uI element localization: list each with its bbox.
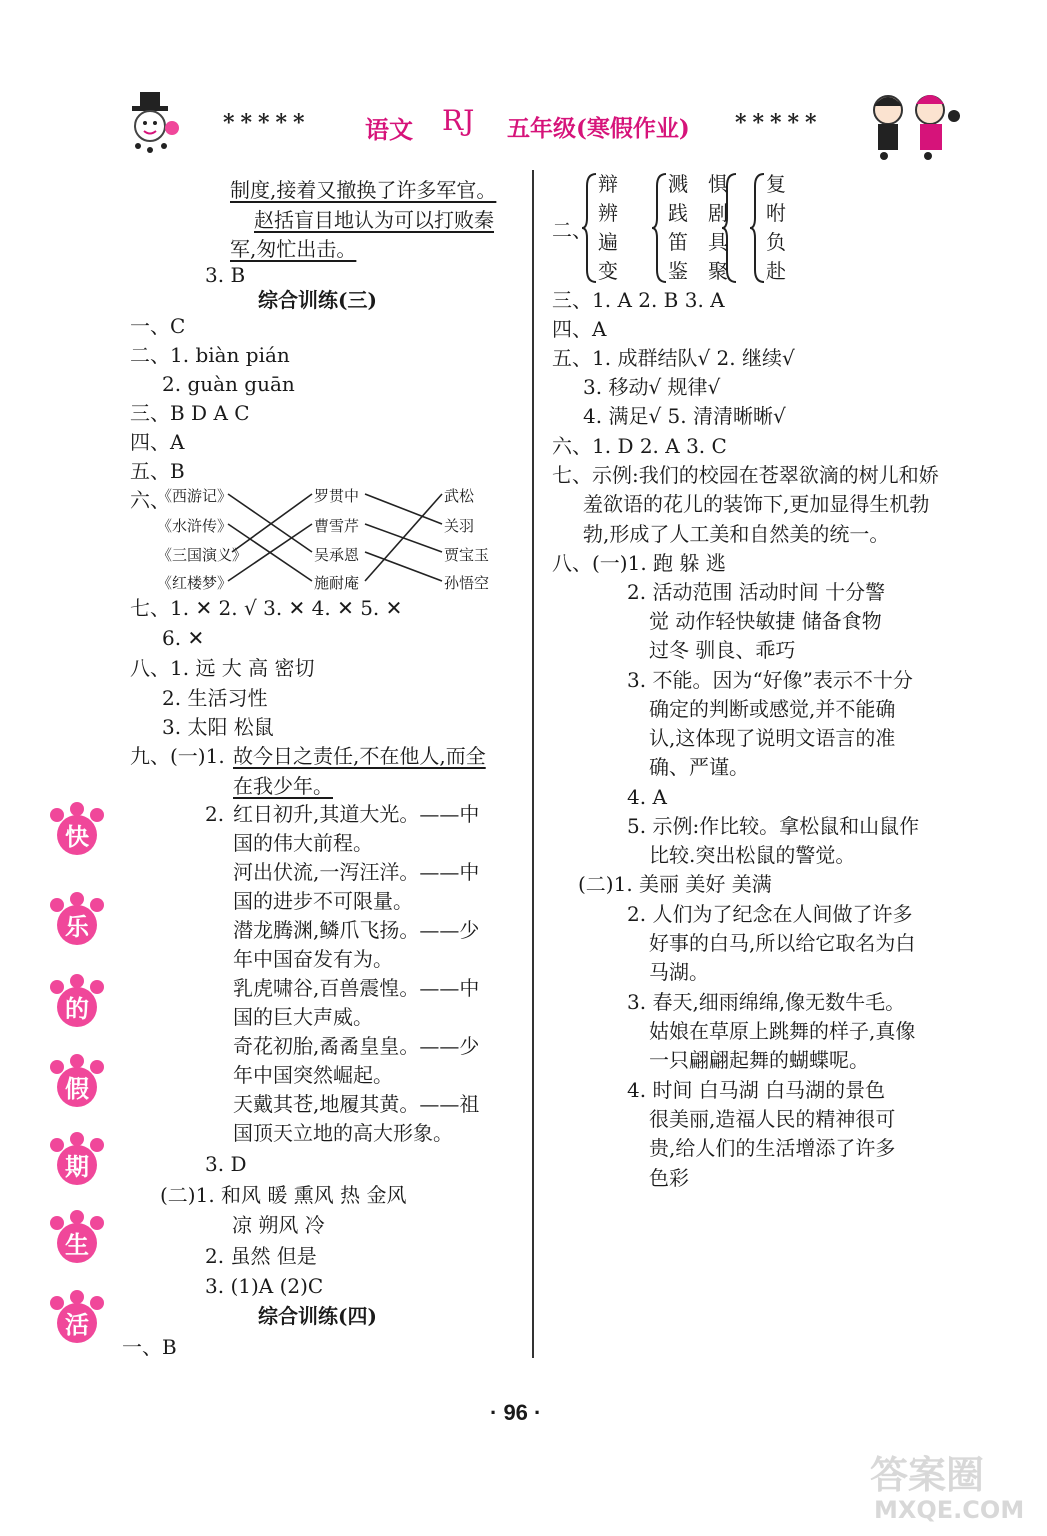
answer-label: 2. bbox=[205, 802, 225, 826]
char-option: 剧 bbox=[708, 201, 728, 225]
answer-line: 五、B bbox=[130, 459, 185, 483]
paw-bubble: 生 bbox=[52, 1218, 102, 1268]
section-title-4: 综合训练(四) bbox=[258, 1304, 377, 1328]
char-option: 变 bbox=[598, 259, 618, 283]
char-option: 践 bbox=[668, 201, 688, 225]
paw-bubble: 期 bbox=[52, 1140, 102, 1190]
answer-line: 天戴其苍,地履其黄。——祖 bbox=[233, 1092, 480, 1116]
char-option: 聚 bbox=[708, 259, 728, 283]
character-name: 武松 bbox=[444, 487, 475, 505]
answer-line: 五、1. 成群结队√ 2. 继续√ bbox=[552, 346, 795, 370]
answer-line: 国的进步不可限量。 bbox=[233, 889, 413, 913]
answer-line: 潜龙腾渊,鳞爪飞扬。——少 bbox=[233, 918, 480, 942]
char-option: 笛 bbox=[668, 230, 688, 254]
match-line bbox=[365, 494, 442, 524]
answer-line: 很美丽,造福人民的精神很可 bbox=[649, 1107, 896, 1131]
char-option: 负 bbox=[766, 230, 786, 254]
book-title: 《红楼梦》 bbox=[157, 574, 233, 592]
answer-line: 一只翩翩起舞的蝴蝶呢。 bbox=[649, 1048, 869, 1072]
text-line: 赵括盲目地认为可以打败秦 bbox=[254, 208, 494, 232]
book-title: 《西游记》 bbox=[157, 487, 233, 505]
answer-line: 3. 太阳 松鼠 bbox=[162, 715, 274, 739]
answer-line: 好事的白马,所以给它取名为白 bbox=[649, 931, 916, 955]
answer-line: 6. ✕ bbox=[162, 626, 205, 650]
answer-line: 年中国奋发有为。 bbox=[233, 947, 393, 971]
answer-line: 四、A bbox=[130, 430, 185, 454]
character-name: 孙悟空 bbox=[444, 574, 490, 592]
book-title: 《三国演义》 bbox=[157, 546, 248, 564]
answer-line: 勃,形成了人工美和自然美的统一。 bbox=[583, 522, 890, 546]
author-name: 曹雪芹 bbox=[314, 517, 360, 535]
answer-line: 色彩 bbox=[649, 1166, 689, 1190]
answer-line: 3. 移动√ 规律√ bbox=[583, 375, 721, 399]
answer-line: 3. B bbox=[205, 263, 246, 287]
answer-line: 八、(一)1. 跑 躲 逃 bbox=[552, 551, 726, 575]
answer-line: 国的伟大前程。 bbox=[233, 831, 373, 855]
answer-line: 3. 春天,细雨绵绵,像无数牛毛。 bbox=[627, 990, 906, 1014]
answer-line: 觉 动作轻快敏捷 储备食物 bbox=[649, 609, 882, 633]
paw-bubble: 快 bbox=[52, 810, 102, 860]
answer-line: 2. 生活习性 bbox=[162, 686, 268, 710]
answer-line: 2. 虽然 但是 bbox=[205, 1244, 317, 1268]
answer-line: 3. 不能。因为“好像”表示不十分 bbox=[627, 668, 913, 692]
answer-line: 河出伏流,一泻汪洋。——中 bbox=[233, 860, 480, 884]
subject-label: 语文 bbox=[365, 115, 413, 144]
character-name: 贾宝玉 bbox=[444, 546, 490, 564]
answer-line: 贵,给人们的生活增添了许多 bbox=[649, 1136, 896, 1160]
question-label: 二、 bbox=[552, 218, 592, 242]
answer-line: 确、严谨。 bbox=[649, 755, 749, 779]
section-title-3: 综合训练(三) bbox=[258, 288, 377, 312]
answer-line: (二)1. 和风 暖 熏风 热 金风 bbox=[160, 1183, 407, 1207]
stars-left: ***** bbox=[223, 110, 311, 136]
answer-line: 认,这体现了说明文语言的准 bbox=[649, 726, 896, 750]
answer-line: 比较.突出松鼠的警觉。 bbox=[649, 843, 856, 867]
answer-line: 3. (1)A (2)C bbox=[205, 1274, 324, 1298]
answer-line: 奇花初胎,矞矞皇皇。——少 bbox=[233, 1034, 480, 1058]
answer-line: 一、C bbox=[130, 314, 186, 338]
character-name: 关羽 bbox=[444, 517, 475, 535]
answer-line: 三、B D A C bbox=[130, 401, 250, 425]
answer-line: 二、1. biàn pián bbox=[130, 343, 290, 367]
answer-line: 5. 示例:作比较。拿松鼠和山鼠作 bbox=[627, 814, 920, 838]
page-number: · 96 · bbox=[490, 1400, 542, 1425]
paw-bubble: 活 bbox=[52, 1298, 102, 1348]
answer-label: 九、(一)1. bbox=[130, 744, 225, 768]
answer-line: 确定的判断或感觉,并不能确 bbox=[649, 697, 896, 721]
answer-line: 四、A bbox=[552, 317, 607, 341]
question-label: 六、 bbox=[130, 488, 170, 512]
answer-line: 4. A bbox=[627, 785, 667, 809]
answer-line: 3. D bbox=[205, 1152, 247, 1176]
answer-line: 2. guàn guān bbox=[162, 372, 295, 396]
char-option: 复 bbox=[766, 172, 786, 196]
answer-line: 年中国突然崛起。 bbox=[233, 1063, 393, 1087]
char-option: 辩 bbox=[598, 172, 618, 196]
char-option: 赴 bbox=[766, 259, 786, 283]
book-title: 《水浒传》 bbox=[157, 517, 233, 535]
match-line bbox=[365, 494, 442, 581]
char-option: 辨 bbox=[598, 201, 618, 225]
answer-line: 在我少年。 bbox=[233, 774, 333, 798]
answer-line: 姑娘在草原上跳舞的样子,真像 bbox=[649, 1019, 916, 1043]
answer-line: 4. 满足√ 5. 清清晰晰√ bbox=[583, 404, 786, 428]
answer-line: 2. 活动范围 活动时间 十分警 bbox=[627, 580, 886, 604]
watermark-logo: 答案圈 MXQE.COM bbox=[870, 1453, 1025, 1524]
answer-line: 八、1. 远 大 高 密切 bbox=[130, 656, 315, 680]
answer-line: 七、1. ✕ 2. √ 3. ✕ 4. ✕ 5. ✕ bbox=[130, 596, 403, 620]
paw-bubble: 乐 bbox=[52, 900, 102, 950]
answer-line: 羞欲语的花儿的装饰下,更加显得生机勃 bbox=[583, 492, 930, 516]
answer-line: 六、1. D 2. A 3. C bbox=[552, 434, 727, 458]
answer-line: 凉 朔风 冷 bbox=[232, 1213, 325, 1237]
stars-right: ***** bbox=[735, 110, 823, 136]
answer-line: 4. 时间 白马湖 白马湖的景色 bbox=[627, 1078, 886, 1102]
char-option: 咐 bbox=[766, 201, 786, 225]
answer-line: 马湖。 bbox=[649, 960, 709, 984]
answer-line: (二)1. 美丽 美好 美满 bbox=[578, 872, 772, 896]
answer-line: 红日初升,其道大光。——中 bbox=[233, 802, 480, 826]
answer-line: 国顶天立地的高大形象。 bbox=[233, 1121, 453, 1145]
answer-line: 过冬 驯良、乖巧 bbox=[649, 638, 796, 662]
paw-bubble: 假 bbox=[52, 1062, 102, 1112]
edition-label: RJ bbox=[442, 104, 475, 137]
author-name: 施耐庵 bbox=[314, 574, 360, 592]
answer-line: 国的巨大声威。 bbox=[233, 1005, 373, 1029]
char-option: 惧 bbox=[708, 172, 728, 196]
match-line bbox=[365, 552, 442, 581]
char-option: 具 bbox=[708, 230, 728, 254]
answer-line: 2. 人们为了纪念在人间做了许多 bbox=[627, 902, 913, 926]
char-option: 遍 bbox=[598, 230, 618, 254]
answer-line: 七、示例:我们的校园在苍翠欲滴的树儿和娇 bbox=[552, 463, 939, 487]
author-name: 吴承恩 bbox=[314, 546, 360, 564]
answer-line: 一、B bbox=[122, 1335, 177, 1359]
answer-line: 故今日之责任,不在他人,而全 bbox=[233, 744, 486, 768]
text-line: 制度,接着又撤换了许多军官。 bbox=[230, 178, 497, 202]
author-name: 罗贯中 bbox=[314, 487, 360, 505]
answer-line: 乳虎啸谷,百兽震惶。——中 bbox=[233, 976, 480, 1000]
paw-bubble: 的 bbox=[52, 982, 102, 1032]
answer-line: 三、1. A 2. B 3. A bbox=[552, 288, 725, 312]
char-option: 溅 bbox=[668, 172, 688, 196]
grade-label: 五年级(寒假作业) bbox=[507, 115, 690, 142]
text-line: 军,匆忙出击。 bbox=[230, 237, 357, 261]
char-option: 鉴 bbox=[668, 259, 688, 283]
